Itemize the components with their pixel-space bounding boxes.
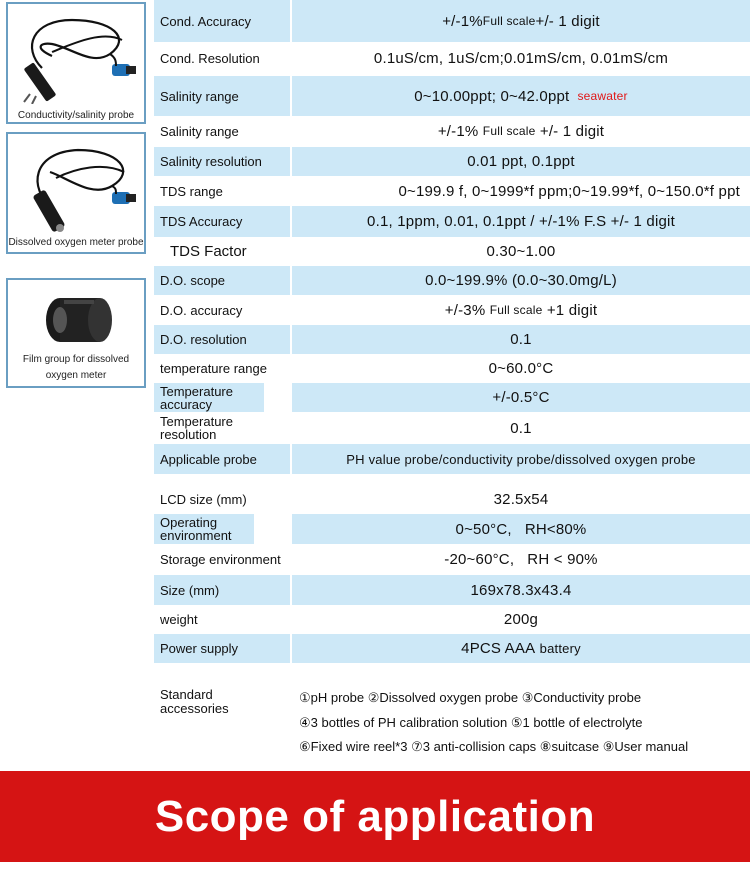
spec-value-main: +/-3% bbox=[444, 301, 486, 319]
accessory-line: ①pH probe ②Dissolved oxygen probe ③Conductivity probe bbox=[299, 690, 642, 705]
spec-value: 0~50°C, RH<80% bbox=[292, 514, 750, 544]
spec-label: Storage environment bbox=[160, 551, 281, 567]
spec-value: PH value probe/conductivity probe/dissolved oxygen probe bbox=[292, 444, 750, 474]
spec-row bbox=[154, 76, 750, 116]
spec-value: 0~60.0°C bbox=[488, 360, 554, 377]
spec-row bbox=[154, 325, 750, 354]
spec-label: D.O. accuracy bbox=[160, 302, 243, 318]
spec-label: D.O. scope bbox=[154, 266, 290, 295]
spec-value: 0.01 ppt, 0.1ppt bbox=[292, 147, 750, 176]
spec-row bbox=[154, 634, 750, 663]
seawater-note: seawater bbox=[577, 89, 628, 103]
spec-row bbox=[154, 575, 750, 605]
spec-row bbox=[154, 237, 750, 266]
accessories-label: Standard accessories bbox=[160, 687, 229, 716]
spec-row bbox=[154, 0, 750, 42]
spec-label: Applicable probe bbox=[154, 444, 290, 474]
spec-value bbox=[292, 634, 750, 663]
accessory-line: ⑥Fixed wire reel*3 ⑦3 anti-collision caps ⑧suitcase ⑨User manual bbox=[299, 739, 689, 754]
spec-value-after: +/- 1 digit bbox=[539, 122, 605, 140]
card-caption-line-2: oxygen meter bbox=[45, 370, 107, 381]
spec-value: 169x78.3x43.4 bbox=[292, 575, 750, 605]
spec-value-small: battery bbox=[539, 641, 581, 656]
spec-row bbox=[154, 544, 750, 574]
spec-row bbox=[154, 206, 750, 237]
spec-value: 200g bbox=[503, 611, 539, 628]
spec-value bbox=[292, 0, 750, 42]
card-caption: Dissolved oxygen meter probe bbox=[8, 237, 144, 248]
spec-value: 0.1uS/cm, 1uS/cm;0.01mS/cm, 0.01mS/cm bbox=[373, 49, 669, 67]
spec-row bbox=[154, 176, 750, 206]
scope-banner bbox=[0, 771, 750, 862]
spec-value-after: +/- 1 digit bbox=[535, 12, 600, 30]
conductivity-probe-card bbox=[6, 2, 146, 124]
spec-row bbox=[154, 605, 750, 634]
spec-label: D.O. resolution bbox=[154, 325, 290, 354]
spec-value-main: 4PCS AAA bbox=[461, 640, 536, 657]
spec-value: +/-0.5°C bbox=[292, 383, 750, 412]
spec-value: 0.30~1.00 bbox=[486, 243, 556, 260]
conductivity-probe-image bbox=[12, 8, 140, 104]
spec-value bbox=[292, 116, 750, 146]
spec-label: Size (mm) bbox=[154, 575, 290, 605]
spec-label: TDS Factor bbox=[170, 243, 247, 260]
spec-row bbox=[154, 484, 750, 514]
spec-row bbox=[154, 42, 750, 74]
spec-row bbox=[154, 514, 750, 544]
spec-value: 0.1 bbox=[292, 325, 750, 354]
spec-label: temperature range bbox=[160, 361, 267, 376]
spec-value: -20~60°C, RH < 90% bbox=[444, 550, 598, 568]
dissolved-oxygen-probe-card bbox=[6, 132, 146, 254]
spec-label: LCD size (mm) bbox=[160, 491, 247, 507]
spec-value: 32.5x54 bbox=[493, 490, 549, 508]
spec-row bbox=[154, 116, 750, 146]
spec-label: Power supply bbox=[154, 634, 290, 663]
film-group-image bbox=[12, 288, 140, 352]
spec-value: 0.0~199.9% (0.0~30.0mg/L) bbox=[292, 266, 750, 295]
spec-value-small: Full scale bbox=[489, 303, 543, 317]
spec-value-after: +1 digit bbox=[546, 301, 598, 319]
spec-row bbox=[154, 147, 750, 176]
card-caption-line-1: Film group for dissolved bbox=[22, 354, 130, 365]
spec-row bbox=[154, 413, 750, 443]
spec-value bbox=[292, 76, 750, 116]
spec-row bbox=[154, 295, 750, 325]
spec-row bbox=[154, 444, 750, 474]
spec-row bbox=[154, 354, 750, 383]
spec-value bbox=[292, 295, 750, 325]
spec-value-main: +/-1% bbox=[442, 12, 483, 30]
spec-label: Salinity range bbox=[154, 76, 290, 116]
film-group-card bbox=[6, 278, 146, 388]
spec-label: Operating environment bbox=[154, 514, 254, 544]
spec-label: Temperature accuracy bbox=[154, 383, 264, 412]
spec-label: Salinity range bbox=[160, 123, 239, 139]
spec-value: 0~199.9 f, 0~1999*f ppm;0~19.99*f, 0~150.0*f ppt bbox=[398, 182, 740, 200]
spec-value-small: Full scale bbox=[482, 14, 536, 28]
spec-label: Cond. Accuracy bbox=[154, 0, 290, 42]
spec-value-main: 0~10.00ppt; 0~42.0ppt bbox=[414, 87, 570, 105]
banner-title: Scope of application bbox=[154, 791, 596, 841]
spec-label: Cond. Resolution bbox=[160, 50, 260, 66]
spec-row bbox=[154, 266, 750, 295]
spec-value-small: Full scale bbox=[482, 124, 536, 138]
spec-label: weight bbox=[160, 612, 198, 627]
accessory-line: ④3 bottles of PH calibration solution ⑤1 bottle of electrolyte bbox=[299, 715, 643, 730]
spec-label: Salinity resolution bbox=[154, 147, 290, 176]
spec-row bbox=[154, 383, 750, 412]
spec-value-main: +/-1% bbox=[437, 122, 479, 140]
spec-value: 0.1 bbox=[510, 419, 532, 437]
spec-label: Temperature resolution bbox=[160, 414, 233, 442]
dissolved-oxygen-probe-image bbox=[12, 138, 140, 234]
spec-value: 0.1, 1ppm, 0.01, 0.1ppt / +/-1% F.S +/- 1 digit bbox=[292, 206, 750, 237]
card-caption: Conductivity/salinity probe bbox=[17, 110, 135, 121]
spec-label: TDS range bbox=[160, 183, 223, 199]
spec-label: TDS Accuracy bbox=[154, 206, 290, 237]
